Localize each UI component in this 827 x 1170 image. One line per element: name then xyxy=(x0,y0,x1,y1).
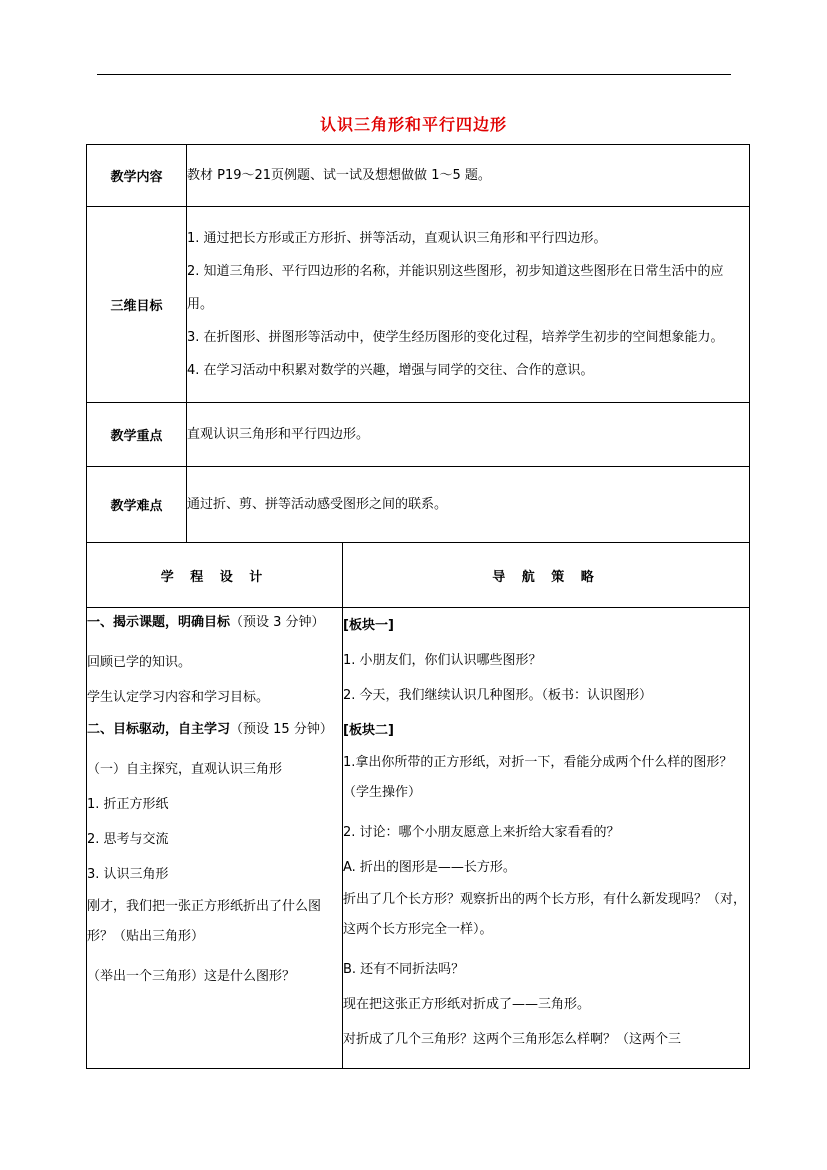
difficulty-text: 通过折、剪、拼等活动感受图形之间的联系。 xyxy=(187,467,750,543)
design-line: 1. 折正方形纸 xyxy=(87,797,169,812)
process-table xyxy=(86,542,750,1069)
row-content xyxy=(87,145,750,207)
strategy-column xyxy=(343,608,750,1069)
strategy-line: B. 还有不同折法吗？ xyxy=(343,962,465,977)
goal-item: 3. 在折图形、拼图形等活动中，使学生经历图形的变化过程，培养学生初步的空间想象能力。 xyxy=(187,330,724,345)
label-difficulty: 教学难点 xyxy=(87,467,187,543)
strategy-line: 1. 小朋友们，你们认识哪些图形？ xyxy=(343,653,542,668)
design-line: 学生认定学习内容和学习目标。 xyxy=(87,690,270,705)
strategy-line: 对折成了几个三角形？这两个三角形怎么样啊？（这两个三 xyxy=(343,1032,682,1047)
label-content: 教学内容 xyxy=(87,145,187,207)
strategy-header: 导 航 策 略 xyxy=(343,543,750,608)
block1-title: [板块一] xyxy=(343,618,394,633)
label-key: 教学重点 xyxy=(87,403,187,467)
row-difficulty xyxy=(87,467,750,543)
design-line: （一）自主探究，直观认识三角形 xyxy=(87,762,283,777)
goal-item: 1. 通过把长方形或正方形折、拼等活动，直观认识三角形和平行四边形。 xyxy=(187,231,607,246)
section2-time: （预设 15 分钟） xyxy=(230,722,333,737)
goal-item: 4. 在学习活动中积累对数学的兴趣，增强与同学的交往、合作的意识。 xyxy=(187,363,594,378)
design-line: 刚才，我们把一张正方形纸折出了什么图形？（贴出三角形） xyxy=(87,899,322,944)
row-key xyxy=(87,403,750,467)
section1-time: （预设 3 分钟） xyxy=(230,615,325,630)
design-line: 2. 思考与交流 xyxy=(87,832,169,847)
strategy-line: 2. 讨论：哪个小朋友愿意上来折给大家看看的？ xyxy=(343,825,620,840)
design-line: （举出一个三角形）这是什么图形？ xyxy=(87,969,296,984)
strategy-line: 折出了几个长方形？观察折出的两个长方形，有什么新发现吗？（对，这两个长方形完全一样）。 xyxy=(343,892,747,937)
key-text: 直观认识三角形和平行四边形。 xyxy=(187,403,750,467)
strategy-line: 现在把这张正方形纸对折成了——三角形。 xyxy=(343,997,591,1012)
block2-title: [板块二] xyxy=(343,723,394,738)
page-title: 认识三角形和平行四边形 xyxy=(319,115,507,134)
row-goals xyxy=(87,207,750,403)
goals-list xyxy=(187,207,750,403)
design-line: 3. 认识三角形 xyxy=(87,867,169,882)
label-goals: 三维目标 xyxy=(87,207,187,403)
header-rule xyxy=(97,74,731,75)
strategy-line: A. 折出的图形是——长方形。 xyxy=(343,860,516,875)
goal-item: 2. 知道三角形、平行四边形的名称，并能识别这些图形，初步知道这些图形在日常生活中的应用。 xyxy=(187,264,724,312)
lesson-info-table xyxy=(86,144,750,543)
strategy-line: 1.拿出你所带的正方形纸，对折一下，看能分成两个什么样的图形？（学生操作） xyxy=(343,755,733,800)
strategy-line: 2. 今天，我们继续认识几种图形。（板书：认识图形） xyxy=(343,688,653,703)
content-text: 教材 P19～21页例题、试一试及想想做做 1～5 题。 xyxy=(187,145,750,207)
section2-title: 二、目标驱动，自主学习 xyxy=(87,722,231,737)
design-column xyxy=(87,608,343,1069)
section1-title: 一、揭示课题，明确目标 xyxy=(87,615,231,630)
design-line: 回顾已学的知识。 xyxy=(87,655,192,670)
design-header: 学 程 设 计 xyxy=(87,543,343,608)
